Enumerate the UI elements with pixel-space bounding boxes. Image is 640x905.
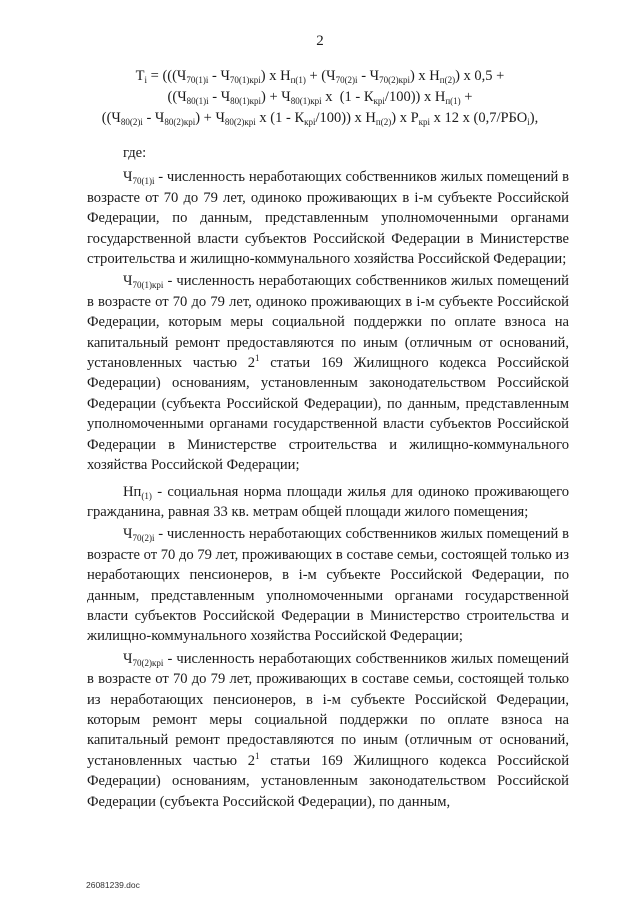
definition-ch70-1: $Ч_{70(1)i}$ - численность неработающих собственников жилых помещений в возрасте от 70 до 79 лет, одиноко проживающих в i-м субъекте Российской Федерации, по данным, представленным уполномоченными органами государственной власти субъектов Российской Федерации в Министерстве строительства и жилищно-коммунального хозяйства Российской Федерации; <box>87 169 569 268</box>
formula-line-1: $Т_i = (((Ч_{70(1)i} - Ч_{70(1)крi})$ х $Н_{п(1)} + (Ч_{70(2)i} - Ч_{70(2)крi})$ х $Н_{п(2)}$) х 0,5 + <box>135 68 505 85</box>
where-label: где: <box>123 145 147 161</box>
formula-line-2: ($(Ч_{80(1)i} - Ч_{80(1)крi}) + Ч_{80(1)крi}$ х $(1 - К_{крi}/100)$) х $Н_{п(1)}$ + <box>167 89 473 106</box>
definition-np-1: $Нп_{(1)}$ - социальная норма площади жилья для одиноко проживающего гражданина, равная 33 кв. метрам общей площади жилого помещения; <box>87 483 569 520</box>
definition-ch70-2-kr: $Ч_{70(2)крi}$ - численность неработающих собственников жилых помещений в возрасте от 70 до 79 лет, проживающих в составе семьи, состоящей только из неработающих пенсионеров, в i-м субъекте Российской Федерации, которым ремонт меры социальной поддержки по оплате взноса на капитальный ремонт предоставляются по иным (отличным от оснований, установленных частью $2^1$ статьи 169 Жилищного кодекса Российской Федерации) основаниям, установленным законодательством Российской Федерации (субъекта Российской Федерации), по данным, <box>87 650 569 810</box>
definition-ch70-2: $Ч_{70(2)i}$ - численность неработающих собственников жилых помещений в возрасте от 70 до 79 лет, проживающих в составе семьи, состоящей только из неработающих пенсионеров, в i-м субъекте Российской Федерации, по данным, представленным уполномоченными органами государственной власти субъектов Российской Федерации в Министерство строительства и жилищно-коммунального хозяйства Российской Федерации; <box>87 526 569 645</box>
page-number: 2 <box>316 33 324 49</box>
formula-line-3: ($(Ч_{80(2)i} - Ч_{80(2)крi}) + Ч_{80(2)крi}$ х $(1 - К_{крi}/100)$) х $Н_{п(2)}$) х $Р_{крi}$ х 12 х $(0,7/РБО_i)$, <box>101 110 539 127</box>
definition-ch70-1-kr: $Ч_{70(1)крi}$ - численность неработающих собственников жилых помещений в возрасте от 70 до 79 лет, одиноко проживающих в i-м субъекте Российской Федерации, которым меры социальной поддержки по оплате взноса на капитальный ремонт предоставляются по иным (отличным от оснований, установленных частью $2^1$ статьи 169 Жилищного кодекса Российской Федерации) основаниям, установленным законодательством Российской Федерации (субъекта Российской Федерации), по данным, представленным уполномоченными органами государственной власти субъектов Российской Федерации в Министерстве строительства и жилищно-коммунального хозяйства Российской Федерации; <box>87 273 569 474</box>
document-body <box>87 143 569 814</box>
document-file-reference: 26081239.doc <box>86 880 140 890</box>
